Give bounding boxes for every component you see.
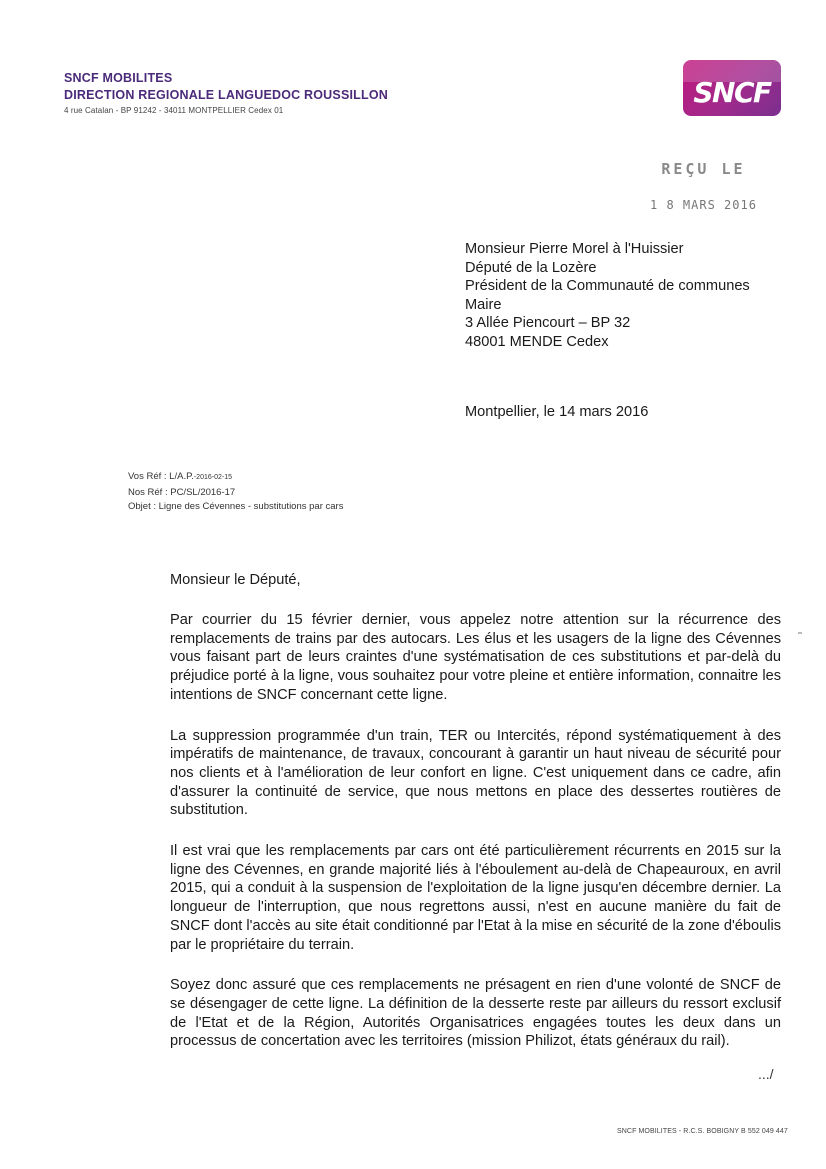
sender-direction: DIRECTION REGIONALE LANGUEDOC ROUSSILLON (64, 88, 388, 102)
recipient-line: 48001 MENDE Cedex (465, 333, 609, 350)
letter-body (170, 611, 781, 1073)
place-and-date: Montpellier, le 14 mars 2016 (465, 404, 649, 420)
body-paragraph: Soyez donc assuré que ces remplacements ne présagent en rien d'une volonté de SNCF de se désengager de cette ligne. La définition de la desserte reste par ailleurs du ressort exclusif de l'Etat et de la Région, Autorités Organisatrices engagées toutes les deux dans un processus de concertation avec les territoires (mission Philizot, états généraux du rail). (170, 977, 781, 1050)
body-paragraph: Il est vrai que les remplacements par cars ont été particulièrement récurrents en 2015 sur la ligne des Cévennes, en grande majorité liés à l'éboulement au-delà de Chapeauroux, en avril 2015, qui a conduit à la suspension de l'exploitation de la ligne jusqu'en décembre dernier. La longueur de l'interruption, que nous regrettons aussi, n'est en aucune manière du fait de SNCF dont l'accès au site était conditionné par l'Etat à la mise en sécurité de la zone d'éboulis par le propriétaire du terrain. (170, 843, 781, 953)
salutation: Monsieur le Député, (170, 572, 301, 588)
recipient-line: Monsieur Pierre Morel à l'Huissier (465, 241, 684, 257)
our-reference: Nos Réf : PC/SL/2016-17 (128, 486, 236, 498)
received-stamp (650, 160, 757, 212)
recipient-line: Député de la Lozère (465, 259, 597, 276)
sender-org-name: SNCF MOBILITES (64, 71, 173, 85)
your-reference-label: Vos Réf : L/A.P. (128, 471, 194, 482)
body-paragraph: La suppression programmée d'un train, TER ou Intercités, répond systématiquement à des impératifs de maintenance, de travaux, concourant à garantir un haut niveau de sécurité pour nos clients et à l'amélioration de leur confort en ligne. C'est uniquement dans ce cadre, afin d'assurer la continuité de service, que nous mettons en place des dessertes routières de substitution. (170, 727, 781, 819)
your-reference (128, 470, 343, 486)
sncf-logo-text: SNCF (693, 76, 771, 109)
sncf-logo (683, 60, 781, 116)
subject-line: Objet : Ligne des Cévennes - substitutions par cars (128, 501, 344, 513)
recipient-line: Maire (465, 296, 502, 313)
references-block (128, 470, 343, 515)
sender-address: 4 rue Catalan - BP 91242 - 34011 MONTPELLIER Cedex 01 (64, 106, 284, 115)
received-stamp-date: 1 8 MARS 2016 (650, 198, 757, 212)
received-stamp-label: REÇU LE (661, 160, 746, 178)
scan-speck (798, 632, 802, 634)
recipient-address (465, 240, 750, 352)
your-reference-suffix: -2016-02-15 (193, 474, 232, 481)
recipient-line: 3 Allée Piencourt – BP 32 (465, 315, 631, 332)
continuation-mark: .../ (758, 1066, 774, 1082)
sender-block (64, 70, 388, 115)
recipient-line: Président de la Communauté de communes (465, 278, 750, 295)
legal-footer: SNCF MOBILITES - R.C.S. BOBIGNY B 552 049 447 (617, 1128, 788, 1135)
body-paragraph: Par courrier du 15 février dernier, vous appelez notre attention sur la récurrence des remplacements de trains par des autocars. Les élus et les usagers de la ligne des Cévennes vous faisant part de leurs craintes d'une systématisation de ces substitutions et par-delà du préjudice porté à la ligne, vous souhaitez pour votre pleine et entière information, connaitre les intentions de SNCF concernant cette ligne. (170, 612, 781, 703)
